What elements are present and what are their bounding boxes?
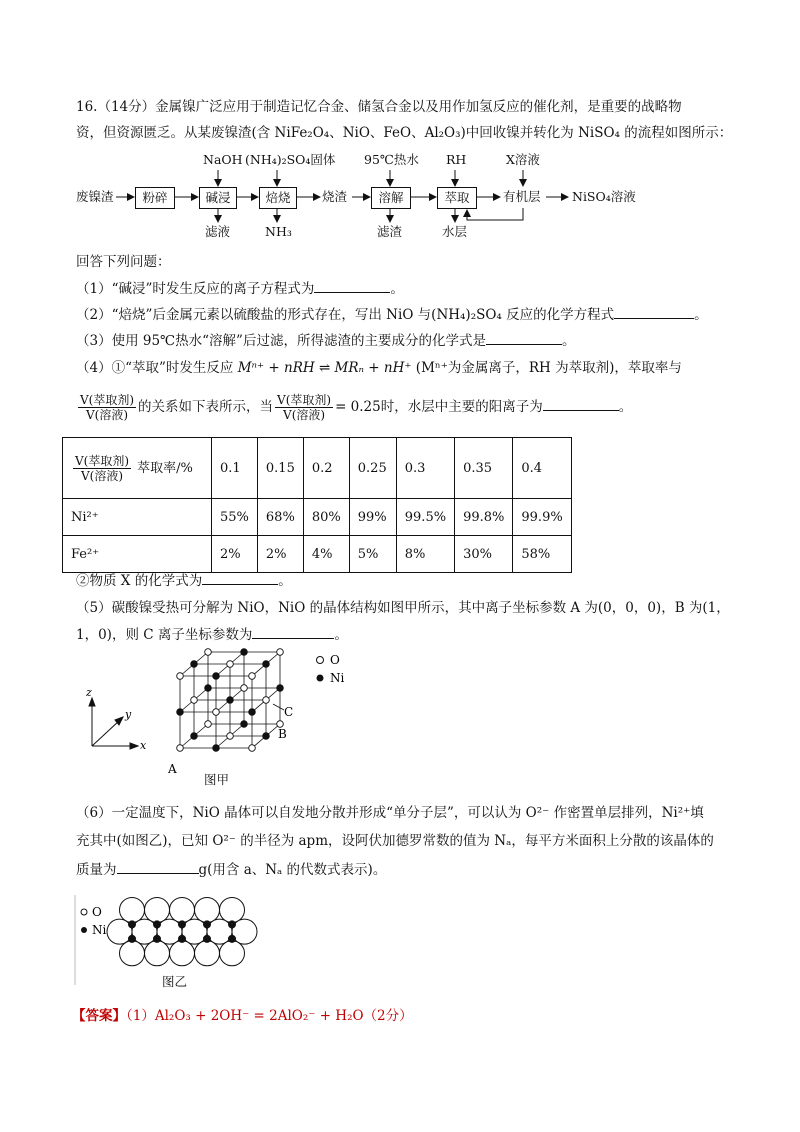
flow-box-crush: 粉碎 <box>135 187 175 209</box>
question-4-part2 <box>76 570 292 591</box>
flow-organic-label: 有机层 <box>503 189 541 204</box>
oxygen-ion <box>227 733 234 740</box>
nickel-ion <box>227 697 234 704</box>
rate-cell: 30% <box>455 536 513 573</box>
nickel-ion <box>263 661 270 668</box>
oxygen-ion <box>145 941 170 966</box>
question-intro-line2: 资，但资源匮乏。从某废镍渣(含 NiFe₂O₄、NiO、FeO、Al₂O₃)中回收镍并转化为 NiSO₄ 的流程如图所示： <box>76 125 733 141</box>
nickel-ion <box>263 733 270 740</box>
oxygen-ion <box>205 649 212 656</box>
nickel-ion <box>191 733 198 740</box>
oxygen-ion <box>232 919 257 944</box>
flow-box-alkali-leach: 碱浸 <box>199 187 237 209</box>
table-fraction-denominator: V(溶液) <box>81 468 124 483</box>
axis-z-label: z <box>86 686 92 699</box>
point-b-label: B <box>278 727 287 741</box>
question-3-end: 。 <box>561 333 576 349</box>
extraction-equation: Mⁿ⁺ + nRH ⇌ MRₙ + nH⁺ <box>237 360 412 376</box>
flow-box-extract: 萃取 <box>437 187 477 209</box>
question-intro-line1: 16.（14分）金属镍广泛应用于制造记忆合金、储氢合金以及用作加氢反应的催化剂，是重要的战略物 <box>76 99 682 115</box>
answer-blank-2[interactable] <box>614 304 694 319</box>
flow-mid-label: 烧渣 <box>322 189 348 204</box>
table-header-fraction <box>73 454 131 483</box>
axis-y-label: y <box>125 708 132 721</box>
ratio-cell: 0.2 <box>303 438 349 499</box>
nickel-ion <box>277 685 284 692</box>
oxygen-ion <box>182 919 207 944</box>
question-1-end: 。 <box>390 281 404 297</box>
oxygen-ion <box>177 745 184 752</box>
question-4-2-end: 。 <box>278 573 292 589</box>
lattice-cube <box>177 649 284 752</box>
oxygen-ion <box>227 661 234 668</box>
figure-1-caption: 图甲 <box>204 772 230 787</box>
axis-x-label: x <box>140 739 147 752</box>
fraction-denominator-2: V(溶液) <box>283 408 326 422</box>
table-fraction-numerator: V(萃取剂) <box>75 453 130 468</box>
answer-tag: 【答案】 <box>72 1008 126 1024</box>
monolayer-circles <box>107 898 257 966</box>
question-3 <box>76 330 575 351</box>
table-row <box>63 499 572 536</box>
question-3-text: （3）使用 95℃热水“溶解”后过滤，所得滤渣的主要成分的化学式是 <box>76 333 486 349</box>
oxygen-ion <box>263 697 270 704</box>
legend-oxygen-marker-2 <box>81 909 87 915</box>
nickel-ion <box>178 920 186 928</box>
point-a-label: A <box>168 762 177 776</box>
question-1 <box>76 278 404 299</box>
oxygen-ion <box>191 697 198 704</box>
question-6-text-post: g(用含 a、Nₐ 的代数式表示)。 <box>198 862 387 878</box>
oxygen-ion <box>120 941 145 966</box>
table-row <box>63 536 572 573</box>
oxygen-ion <box>213 709 220 716</box>
oxygen-ion <box>170 898 195 923</box>
ratio-cell: 0.1 <box>212 438 258 499</box>
flowchart-arrows <box>0 0 800 260</box>
flow-input-rh: RH <box>446 152 467 167</box>
question-4-text-b: (Mⁿ⁺为金属离子，RH 为萃取剂)，萃取率与 <box>415 360 682 376</box>
rate-cell: 8% <box>396 536 454 573</box>
oxygen-ion <box>249 673 256 680</box>
answer-blank-5[interactable] <box>202 570 278 585</box>
oxygen-ion <box>220 941 245 966</box>
question-4-text-e: 时，水层中主要的阳离子为 <box>380 399 543 415</box>
nickel-ion <box>241 649 248 656</box>
question-4-text-c: 的关系如下表所示，当 <box>138 399 274 415</box>
question-4-line1 <box>76 358 682 378</box>
question-2 <box>76 304 708 325</box>
rate-cell: 2% <box>212 536 258 573</box>
oxygen-ion <box>195 941 220 966</box>
oxygen-ion <box>132 919 157 944</box>
volume-ratio-fraction-2 <box>275 393 333 422</box>
answer-blank-6[interactable] <box>252 624 334 639</box>
oxygen-ion <box>120 898 145 923</box>
oxygen-ion <box>277 649 284 656</box>
question-4-line2 <box>76 392 632 422</box>
flow-output-nh3: NH₃ <box>265 224 292 239</box>
flow-box-dissolve: 溶解 <box>371 187 411 209</box>
table-header-cell <box>63 438 212 499</box>
flow-product-label: NiSO₄溶液 <box>572 189 636 204</box>
oxygen-ion <box>241 685 248 692</box>
oxygen-ion <box>170 941 195 966</box>
ratio-cell: 0.3 <box>396 438 454 499</box>
question-5-line1: （5）碳酸镍受热可分解为 NiO，NiO 的晶体结构如图甲所示，其中离子坐标参数 A 为(0，0，0)，B 为(1， <box>76 600 730 616</box>
question-6-line1: （6）一定温度下，NiO 晶体可以自发地分散并形成“单分子层”，可以认为 O²⁻ 作密置单层排列，Ni²⁺填 <box>76 805 704 821</box>
question-5-end: 。 <box>334 627 348 643</box>
nickel-ion <box>228 935 236 943</box>
fraction-denominator: V(溶液) <box>86 408 129 422</box>
table-header-label: 萃取率/% <box>137 460 193 476</box>
rate-cell: 80% <box>303 499 349 536</box>
axis-arrows <box>89 698 138 749</box>
rate-cell: 58% <box>513 536 571 573</box>
rate-cell: 68% <box>257 499 303 536</box>
answer-intro: 回答下列问题： <box>76 254 171 270</box>
legend-nickel-marker <box>317 675 324 682</box>
nickel-ion <box>249 709 256 716</box>
question-2-end: 。 <box>694 307 708 323</box>
answer-blank-4[interactable] <box>543 396 619 411</box>
flow-input-naoh: NaOH <box>203 152 243 167</box>
oxygen-ion <box>220 898 245 923</box>
ratio-value: = 0.25 <box>335 399 381 415</box>
nickel-ion <box>191 661 198 668</box>
legend-nickel-label: Ni <box>330 671 345 685</box>
question-4-end: 。 <box>618 399 633 415</box>
legend-nickel-marker-2 <box>81 927 87 933</box>
question-5-text: 1，0)，则 C 离子坐标参数为 <box>76 627 253 643</box>
nickel-ion <box>153 935 161 943</box>
fraction-numerator: V(萃取剂) <box>80 393 135 407</box>
flow-input-x-solution: X溶液 <box>506 152 540 167</box>
flow-start-label: 废镍渣 <box>76 189 114 204</box>
flow-input-ammonium-sulfate: (NH₄)₂SO₄固体 <box>245 152 336 167</box>
oxygen-ion <box>207 919 232 944</box>
oxygen-ion <box>205 721 212 728</box>
rate-cell: 4% <box>303 536 349 573</box>
nickel-ion <box>128 935 136 943</box>
rate-cell: 99.8% <box>455 499 513 536</box>
question-6-text-pre: 质量为 <box>76 862 117 878</box>
oxygen-ion <box>145 898 170 923</box>
flow-box-roast: 焙烧 <box>259 187 297 209</box>
flow-output-residue: 滤渣 <box>377 224 403 239</box>
answer-text: （1）Al₂O₃ + 2OH⁻ = 2AlO₂⁻ + H₂O（2分） <box>126 1008 413 1024</box>
question-6-line3 <box>76 859 386 880</box>
legend-oxygen-label: O <box>330 653 340 667</box>
point-c-leader <box>273 704 284 710</box>
oxygen-ion <box>177 673 184 680</box>
question-4-text-a: （4）①“萃取”时发生反应 <box>76 360 234 376</box>
ratio-cell: 0.35 <box>455 438 513 499</box>
answer-section <box>72 1006 413 1026</box>
nickel-ion <box>213 745 220 752</box>
answer-blank-1[interactable] <box>314 278 390 293</box>
legend-oxygen-label-2: O <box>92 905 102 919</box>
oxygen-ion <box>195 898 220 923</box>
nickel-ion <box>213 673 220 680</box>
rate-cell: 5% <box>349 536 396 573</box>
oxygen-ion <box>107 919 132 944</box>
oxygen-ion <box>249 745 256 752</box>
flow-output-water-layer: 水层 <box>442 224 468 239</box>
extraction-rate-table <box>62 437 572 573</box>
legend-nickel-label-2: Ni <box>92 923 107 937</box>
rate-cell: 2% <box>257 536 303 573</box>
crystal-lattice-figure <box>70 640 370 790</box>
flow-input-hot-water: 95℃热水 <box>364 152 419 167</box>
question-4-2-text: ②物质 X 的化学式为 <box>76 573 203 589</box>
nickel-ion <box>203 920 211 928</box>
rate-cell: 99% <box>349 499 396 536</box>
oxygen-ion <box>157 919 182 944</box>
ratio-cell: 0.25 <box>349 438 396 499</box>
flow-output-filtrate: 滤液 <box>205 224 231 239</box>
nickel-ion <box>128 920 136 928</box>
figure-2-caption: 图乙 <box>162 974 188 989</box>
nickel-ion <box>153 920 161 928</box>
ion-cell: Fe²⁺ <box>63 536 212 573</box>
nickel-ion <box>177 709 184 716</box>
nickel-ion <box>203 935 211 943</box>
answer-blank-7[interactable] <box>117 859 199 874</box>
fraction-numerator-2: V(萃取剂) <box>277 393 332 407</box>
rate-cell: 99.5% <box>396 499 454 536</box>
nickel-ion <box>241 721 248 728</box>
ratio-cell: 0.4 <box>513 438 571 499</box>
question-1-text: （1）“碱浸”时发生反应的离子方程式为 <box>76 281 315 297</box>
answer-blank-3[interactable] <box>486 330 562 345</box>
point-c-label: C <box>284 705 294 719</box>
question-6-line2: 充其中(如图乙)，已知 O²⁻ 的半径为 apm，设阿伏加德罗常数的值为 Nₐ，每平方米面积上分散的该晶体的 <box>76 833 714 849</box>
nickel-ion <box>228 920 236 928</box>
legend-oxygen-marker <box>317 657 324 664</box>
volume-ratio-fraction <box>78 393 136 422</box>
nickel-ion <box>205 685 212 692</box>
question-2-text: （2）“焙烧”后金属元素以硫酸盐的形式存在，写出 NiO 与(NH₄)₂SO₄ 反应的化学方程式 <box>76 307 615 323</box>
nickel-ion <box>178 935 186 943</box>
ratio-cell: 0.15 <box>257 438 303 499</box>
table-header-row <box>63 438 572 499</box>
ion-cell: Ni²⁺ <box>63 499 212 536</box>
rate-cell: 55% <box>212 499 258 536</box>
rate-cell: 99.9% <box>513 499 571 536</box>
